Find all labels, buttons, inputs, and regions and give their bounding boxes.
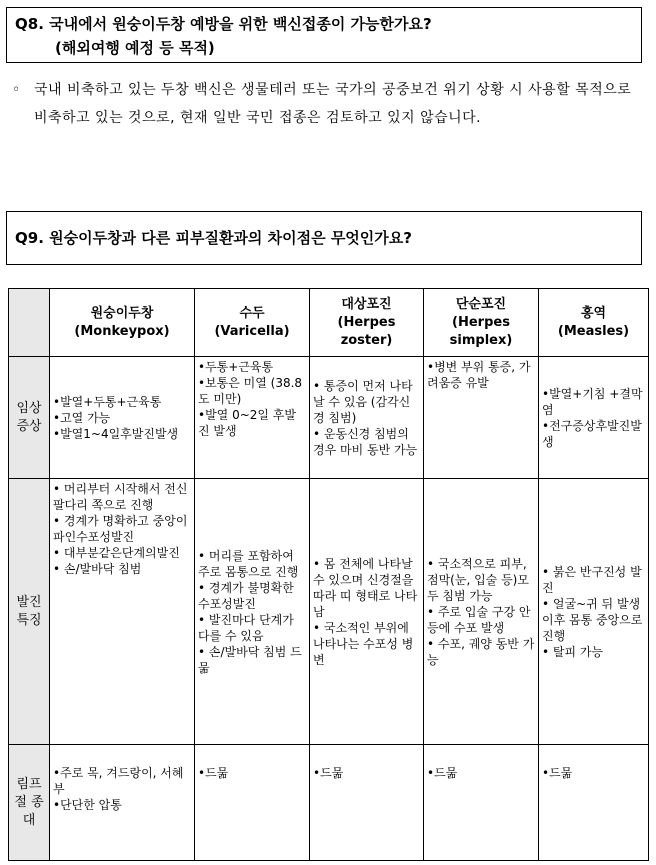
cell-rash-monkeypox: • 머리부터 시작해서 전신 팔다리 쪽으로 진행 • 경계가 명확하고 중앙이 파인수포성발진 • 대부분같은단계의발진 • 손/발바닥 침범 [50, 479, 195, 745]
question-8-subtitle: (해외여행 예정 등 목적) [55, 39, 215, 57]
header-measles: 홍역 (Measles) [539, 289, 649, 357]
header-monkeypox: 원숭이두창 (Monkeypox) [50, 289, 195, 357]
cell-rash-herpes-zoster: • 몸 전체에 나타날 수 있으며 신경절을 따라 띠 형태로 나타남 • 국소적인 부위에 나타나는 수포성 병변 [310, 479, 424, 745]
cell-clinical-measles: •발열+기침 +결막염 •전구증상후발진발생 [539, 357, 649, 479]
question-8-box [6, 7, 642, 63]
table-corner-cell [9, 289, 50, 357]
row-label-clinical: 임상 증상 [9, 357, 50, 479]
cell-lymph-monkeypox: •주로 목, 겨드랑이, 서혜부 •단단한 압통 [50, 745, 195, 861]
cell-clinical-monkeypox: •발열+두통+근육통 •고열 가능 •발열1~4일후발진발생 [50, 357, 195, 479]
answer-bullet: ◦ [12, 82, 21, 98]
table-row [9, 745, 649, 861]
cell-lymph-measles: •드묾 [539, 745, 649, 861]
comparison-table [8, 288, 649, 861]
table-header-row [9, 289, 649, 357]
cell-lymph-varicella: •드묾 [195, 745, 310, 861]
answer-8-text: 국내 비축하고 있는 두창 백신은 생물테러 또는 국가의 공중보건 위기 상황 시 사용할 목적으로 비축하고 있는 것으로, 현재 일반 국민 접종은 검토하고 있지 않습니다. [34, 82, 632, 126]
question-8-title: Q8. 국내에서 원숭이두창 예방을 위한 백신접종이 가능한가요? [15, 15, 432, 33]
cell-rash-varicella: • 머리를 포함하여 주로 몸통으로 진행 • 경계가 불명확한 수포성발진 • 발진마다 단계가 다를 수 있음 • 손/발바닥 침범 드묾 [195, 479, 310, 745]
cell-rash-herpes-simplex: • 국소적으로 피부, 점막(눈, 입술 등)모두 침범 가능 • 주로 입술 구강 안 등에 수포 발생 • 수포, 궤양 동반 가능 [424, 479, 539, 745]
cell-clinical-herpes-simplex: •병변 부위 통증, 가려움증 유발 [424, 357, 539, 479]
table-row [9, 479, 649, 745]
cell-rash-measles: • 붉은 반구진성 발진 • 얼굴~귀 뒤 발생 이후 몸통 중앙으로 진행 • 탈피 가능 [539, 479, 649, 745]
table-row [9, 357, 649, 479]
row-label-rash: 발진 특징 [9, 479, 50, 745]
question-9-box [6, 211, 642, 265]
cell-clinical-herpes-zoster: • 통증이 먼저 나타날 수 있음 (감각신경 침범) • 운동신경 침범의 경우 마비 동반 가능 [310, 357, 424, 479]
cell-lymph-herpes-simplex: •드묾 [424, 745, 539, 861]
cell-clinical-varicella: •두통+근육통 •보통은 미열 (38.8도 미만) •발열 0~2일 후발진 발생 [195, 357, 310, 479]
header-herpes-simplex: 단순포진 (Herpes simplex) [424, 289, 539, 357]
row-label-lymph: 림프절 종대 [9, 745, 50, 861]
header-varicella: 수두 (Varicella) [195, 289, 310, 357]
cell-lymph-herpes-zoster: •드묾 [310, 745, 424, 861]
header-herpes-zoster: 대상포진 (Herpes zoster) [310, 289, 424, 357]
answer-8 [12, 76, 642, 132]
question-9-title: Q9. 원숭이두창과 다른 피부질환과의 차이점은 무엇인가요? [15, 229, 412, 247]
